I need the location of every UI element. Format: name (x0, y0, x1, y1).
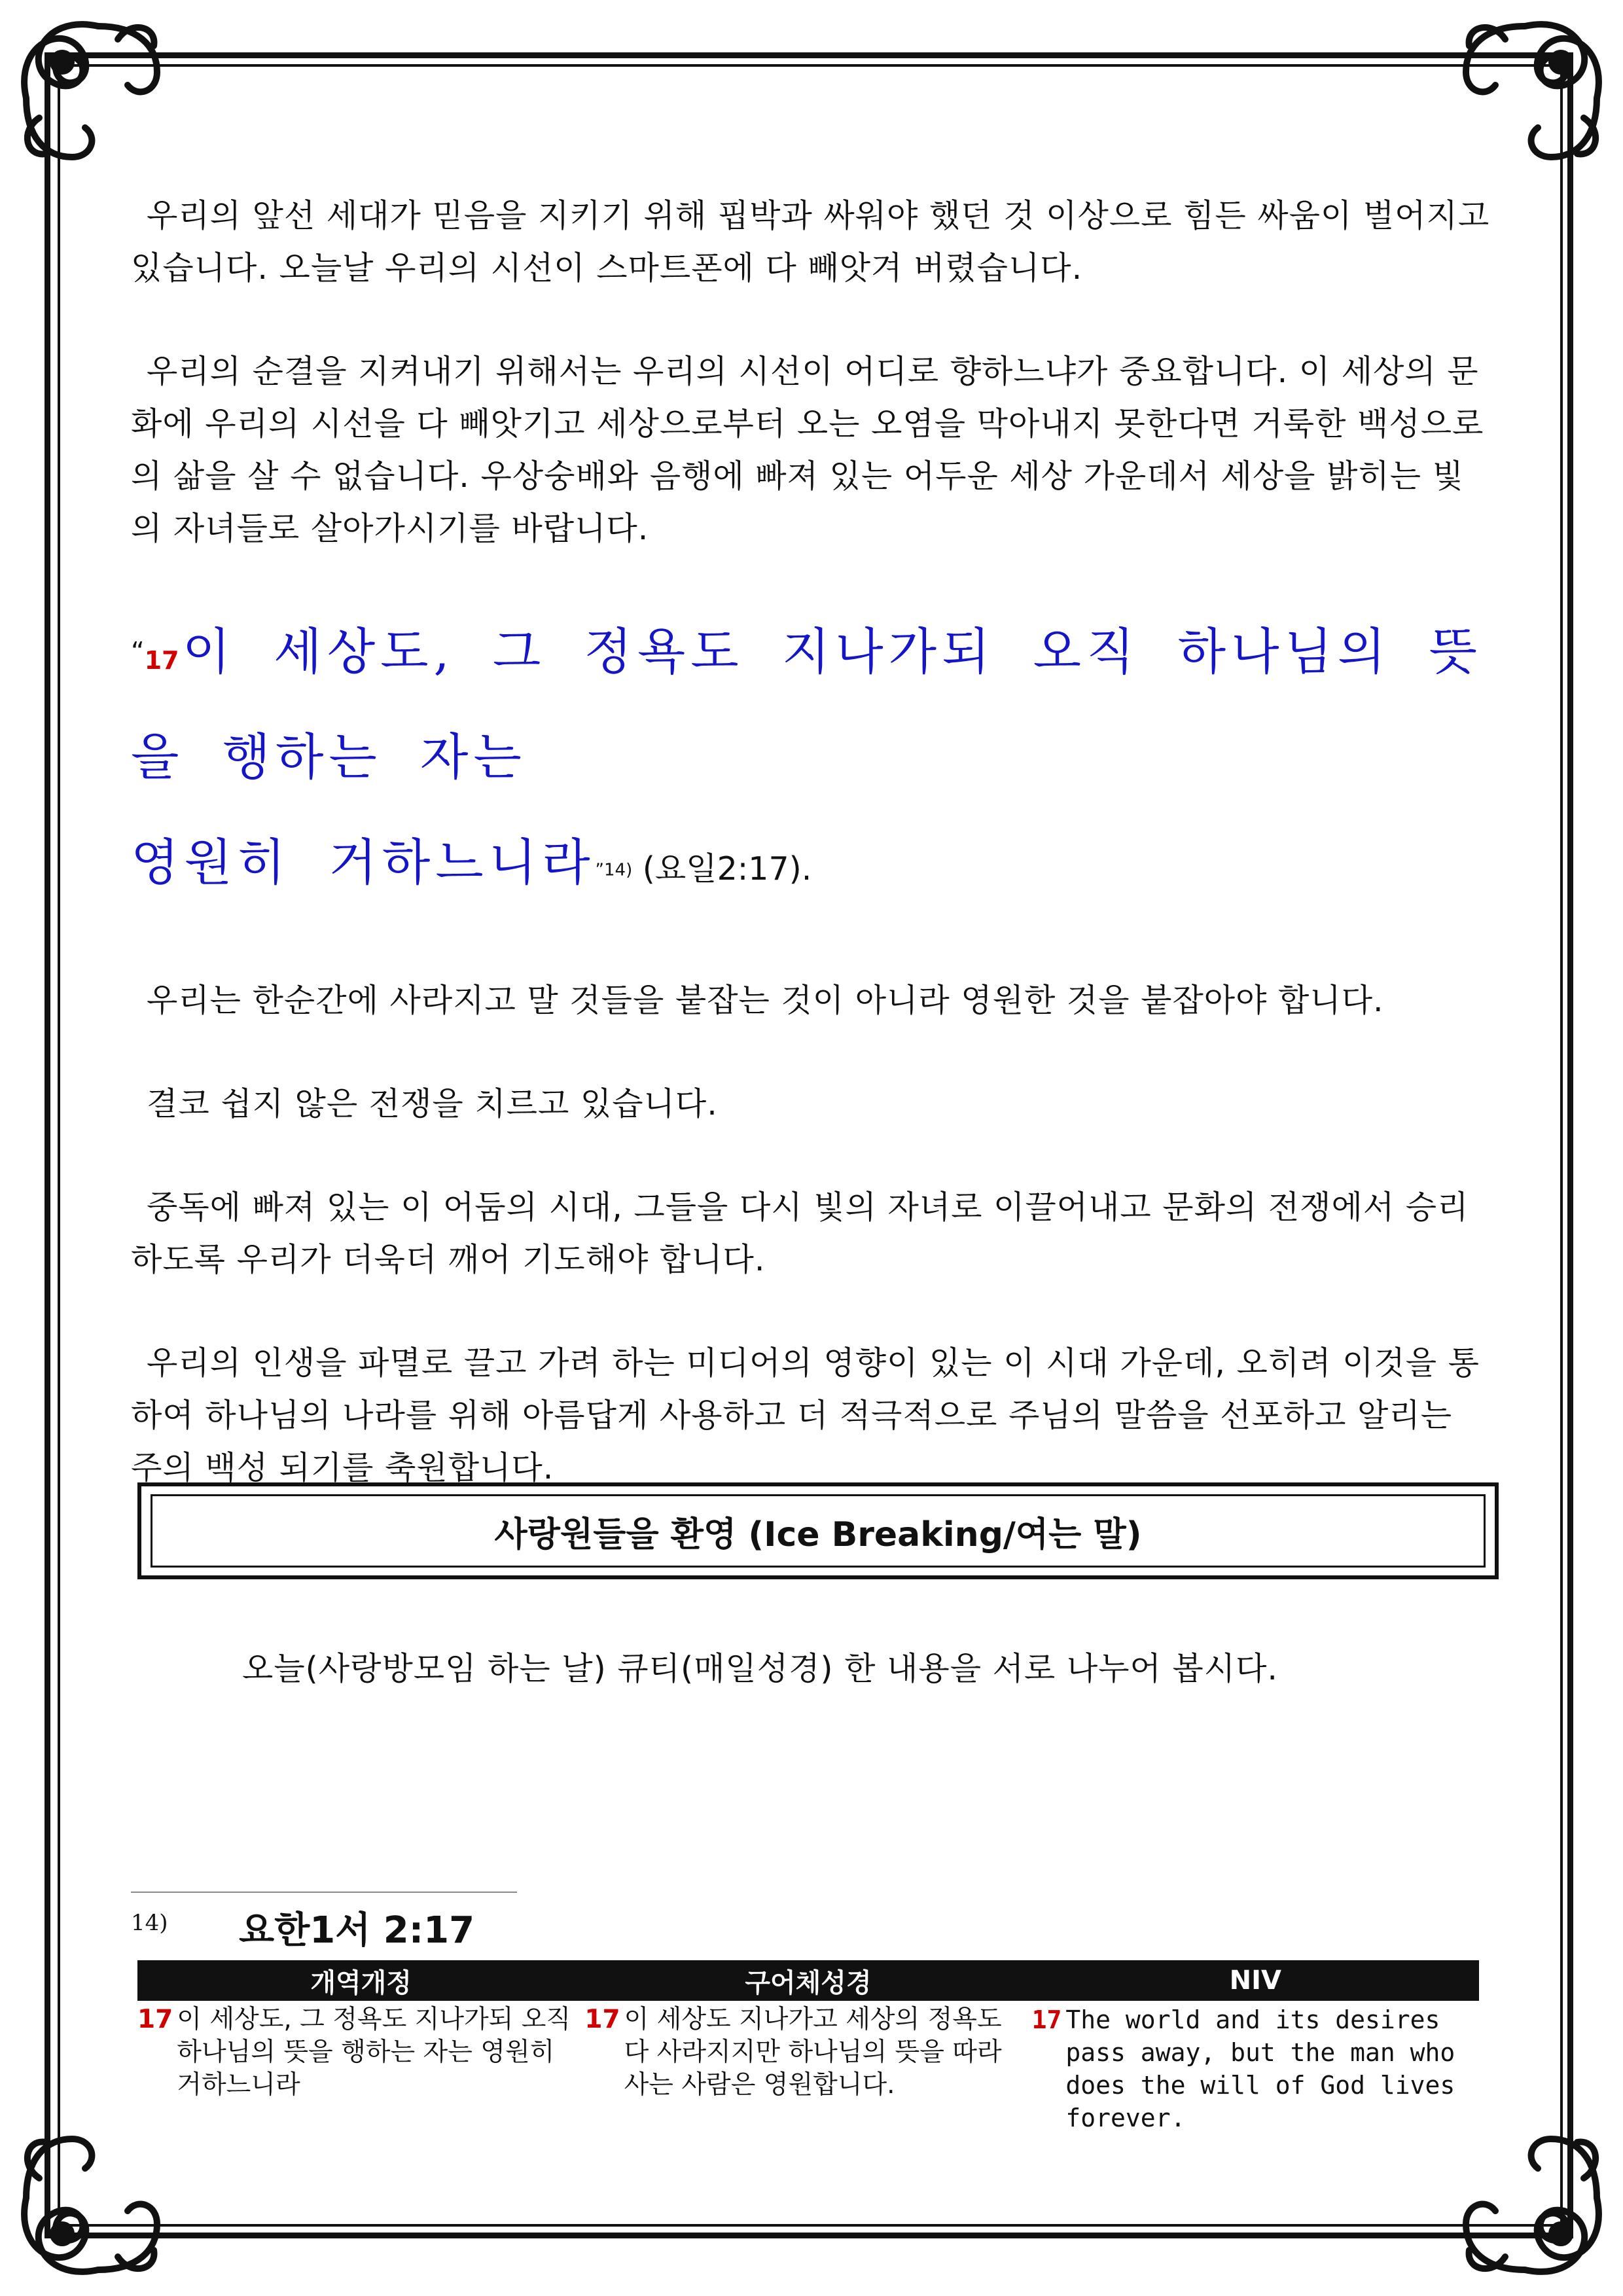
paragraph: 우리는 한순간에 사라지고 말 것들을 붙잡는 것이 아니라 영원한 것을 붙잡아야 합니다. (147, 982, 1384, 1019)
ornament-corner-icon (0, 0, 196, 196)
verse-reference: (요일2:17). (632, 850, 812, 888)
verse-text: 이 세상도, 그 정욕도 지나가되 오직 하나님의 뜻을 행하는 자는 (131, 622, 1482, 786)
footnote-mark[interactable]: 14) (603, 860, 633, 880)
bible-versions-table (137, 1960, 1479, 2134)
paragraph: 중독에 빠져 있는 이 어둠의 시대, 그들을 다시 빛의 자녀로 이끌어내고 문화의 전쟁에서 승리하도록 우리가 더욱더 깨어 기도해야 합니다. (131, 1189, 1469, 1278)
scripture-quote (131, 606, 1492, 922)
paragraph: 결코 쉽지 않은 전쟁을 치르고 있습니다. (147, 1085, 718, 1122)
intro-text: 오늘(사랑방모임 하는 날) 큐티(매일성경) 한 내용을 서로 나누어 봅시다. (242, 1650, 1279, 1687)
verse-number: 17 (584, 2005, 620, 2034)
paragraph: 우리의 인생을 파멸로 끌고 가려 하는 미디어의 영향이 있는 이 시대 가운데, 오히려 이것을 통하여 하나님의 나라를 위해 아름답게 사용하고 더 적극적으로 주님의 말씀을 선포하고 알리는 주의 백성 되기를 축원합니다. (131, 1344, 1480, 1486)
column-header: 구어체성경 (584, 1960, 1031, 2001)
verse-text: The world and its desires pass away, but the man who does the will of God lives forever. (1065, 2005, 1455, 2132)
table-cell (584, 2001, 1031, 2134)
column-header: 개역개정 (137, 1960, 584, 2001)
verse-number: 17 (137, 2005, 173, 2034)
section-heading: 사랑원들을 환영 (Ice Breaking/여는 말) (151, 1494, 1486, 1568)
footnote-title: 요한1서 2:17 (239, 1909, 475, 1952)
main-content (131, 190, 1492, 1545)
scripture-line (131, 817, 1492, 922)
verse-text: 영원히 거하느니라 (131, 833, 596, 891)
table-row (137, 2001, 1479, 2134)
verse-number: 17 (144, 646, 179, 675)
table-cell (137, 2001, 584, 2134)
footnote-label: 14) (131, 1910, 168, 1936)
ornament-corner-icon (1427, 0, 1623, 196)
table-cell (1032, 2001, 1479, 2134)
scripture-line (131, 606, 1492, 817)
paragraph: 우리의 앞선 세대가 믿음을 지키기 위해 핍박과 싸워야 했던 것 이상으로 힘든 싸움이 벌어지고 있습니다. 오늘날 우리의 시선이 스마트폰에 다 빼앗겨 버렸습니다. (131, 197, 1490, 287)
section-heading-box (137, 1482, 1499, 1579)
close-quote: ” (595, 860, 604, 880)
open-quote: “ (131, 637, 145, 667)
column-header: NIV (1032, 1960, 1479, 2001)
table-header-row (137, 1960, 1479, 2001)
verse-number: 17 (1031, 2005, 1062, 2034)
verse-text: 이 세상도 지나가고 세상의 정욕도 다 사라지지만 하나님의 뜻을 따라 사는 사람은 영원합니다. (624, 2005, 1002, 2100)
paragraph: 우리의 순결을 지켜내기 위해서는 우리의 시선이 어디로 향하느냐가 중요합니다. 이 세상의 문화에 우리의 시선을 다 빼앗기고 세상으로부터 오는 오염을 막아내지 못한다면 거룩한 백성으로의 삶을 살 수 없습니다. 우상숭배와 음행에 빠져 있는 어두운 세상 가운데서 세상을 밝히는 빛의 자녀들로 살아가시기를 바랍니다. (131, 353, 1484, 547)
footnote-divider (131, 1892, 517, 1893)
verse-text: 이 세상도, 그 정욕도 지나가되 오직 하나님의 뜻을 행하는 자는 영원히 거하느니라 (177, 2005, 571, 2100)
